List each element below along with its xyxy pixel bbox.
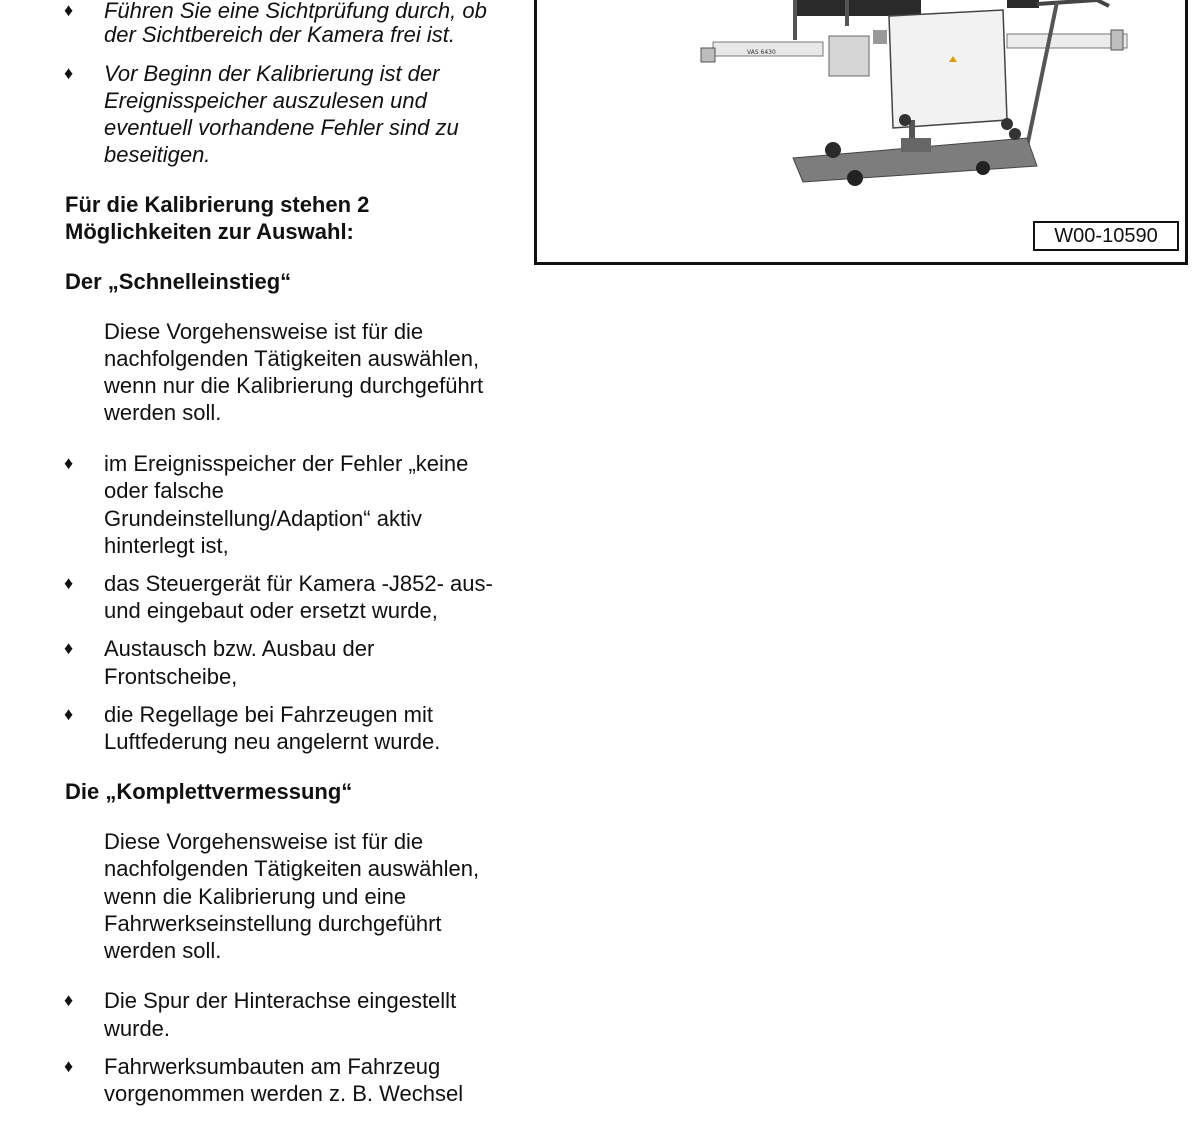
bullet-text-line: Vor Beginn der Kalibrierung ist der <box>104 61 440 86</box>
full-heading: Die „Komplettvermessung“ <box>65 779 353 804</box>
bullet-text-line: wurde. <box>104 1016 171 1041</box>
bullet-text-line: Luftfederung neu angelernt wurde. <box>104 729 441 754</box>
bullet-text-line: das Steuergerät für Kamera -J852- aus- <box>104 571 493 596</box>
figure-label: W00-10590 <box>1033 221 1179 251</box>
arm-shape <box>1037 0 1109 6</box>
bullet-text-line: eventuell vorhandene Fehler sind zu <box>104 115 459 140</box>
options-heading: Möglichkeiten zur Auswahl: <box>65 219 354 244</box>
full-paragraph: nachfolgenden Tätigkeiten auswählen, <box>104 856 480 881</box>
bullet-text-line: im Ereignisspeicher der Fehler „keine <box>104 451 469 476</box>
calibration-figure <box>534 0 1188 265</box>
bullet-icon: ♦ <box>64 638 74 658</box>
post-shape <box>845 0 849 26</box>
bullet-icon: ♦ <box>64 990 74 1010</box>
bar-text: VAS 6430 <box>747 49 776 56</box>
bullet-text-line: vorgenommen werden z. B. Wechsel <box>104 1081 464 1106</box>
bullet-text-line: oder falsche <box>104 478 224 503</box>
full-paragraph: werden soll. <box>104 938 222 963</box>
bullet-text-line: Grundeinstellung/Adaption“ aktiv <box>104 506 422 531</box>
bullet-text-line: Fahrwerksumbauten am Fahrzeug <box>104 1054 441 1079</box>
bar-end-shape <box>1111 30 1123 50</box>
bullet-text-line: Ereignisspeicher auszulesen und <box>104 88 427 113</box>
wheel-shape <box>847 170 863 186</box>
options-heading: Für die Kalibrierung stehen 2 <box>65 192 370 217</box>
mount-shape <box>829 36 869 76</box>
quick-paragraph: Diese Vorgehensweise ist für die <box>104 319 424 344</box>
bullet-text-line: Führen Sie eine Sichtprüfung durch, ob <box>104 0 487 23</box>
bullet-text-line: und eingebaut oder ersetzt wurde, <box>104 598 438 623</box>
bullet-text-line: Frontscheibe, <box>104 664 238 689</box>
bullet-text-line: beseitigen. <box>104 142 211 167</box>
bullet-icon: ♦ <box>64 573 74 593</box>
panel-shape <box>849 0 921 16</box>
target-board-shape <box>889 10 1007 128</box>
panel-shape <box>1007 0 1039 8</box>
quick-paragraph: werden soll. <box>104 400 222 425</box>
bullet-icon: ♦ <box>64 704 74 724</box>
bullet-text-line: der Sichtbereich der Kamera frei ist. <box>104 22 455 47</box>
bar-shape <box>1007 34 1127 48</box>
bullet-icon: ♦ <box>64 0 74 20</box>
knob-shape <box>825 142 841 158</box>
bullet-icon: ♦ <box>64 63 74 83</box>
quick-paragraph: wenn nur die Kalibrierung durchgeführt <box>104 373 484 398</box>
knob-shape <box>1001 118 1013 130</box>
bullet-icon: ♦ <box>64 453 74 473</box>
wheel-shape <box>976 161 990 175</box>
bullet-text-line: die Regellage bei Fahrzeugen mit <box>104 702 433 727</box>
knob-shape <box>1009 128 1021 140</box>
post-shape <box>793 0 797 40</box>
bullet-text-line: hinterlegt ist, <box>104 533 229 558</box>
bullet-icon: ♦ <box>64 1056 74 1076</box>
quick-paragraph: nachfolgenden Tätigkeiten auswählen, <box>104 346 480 371</box>
bullet-text-line: Austausch bzw. Ausbau der <box>104 636 375 661</box>
full-paragraph: Diese Vorgehensweise ist für die <box>104 829 424 854</box>
bar-end-shape <box>701 48 715 62</box>
quick-heading: Der „Schnelleinstieg“ <box>65 269 292 294</box>
panel-shape <box>797 0 845 16</box>
sensor-shape <box>873 30 887 44</box>
full-paragraph: wenn die Kalibrierung und eine <box>104 884 407 909</box>
base-block-shape <box>901 138 931 152</box>
bullet-text-line: Die Spur der Hinterachse eingestellt <box>104 988 457 1013</box>
full-paragraph: Fahrwerkseinstellung durchgeführt <box>104 911 442 936</box>
knob-shape <box>899 114 911 126</box>
